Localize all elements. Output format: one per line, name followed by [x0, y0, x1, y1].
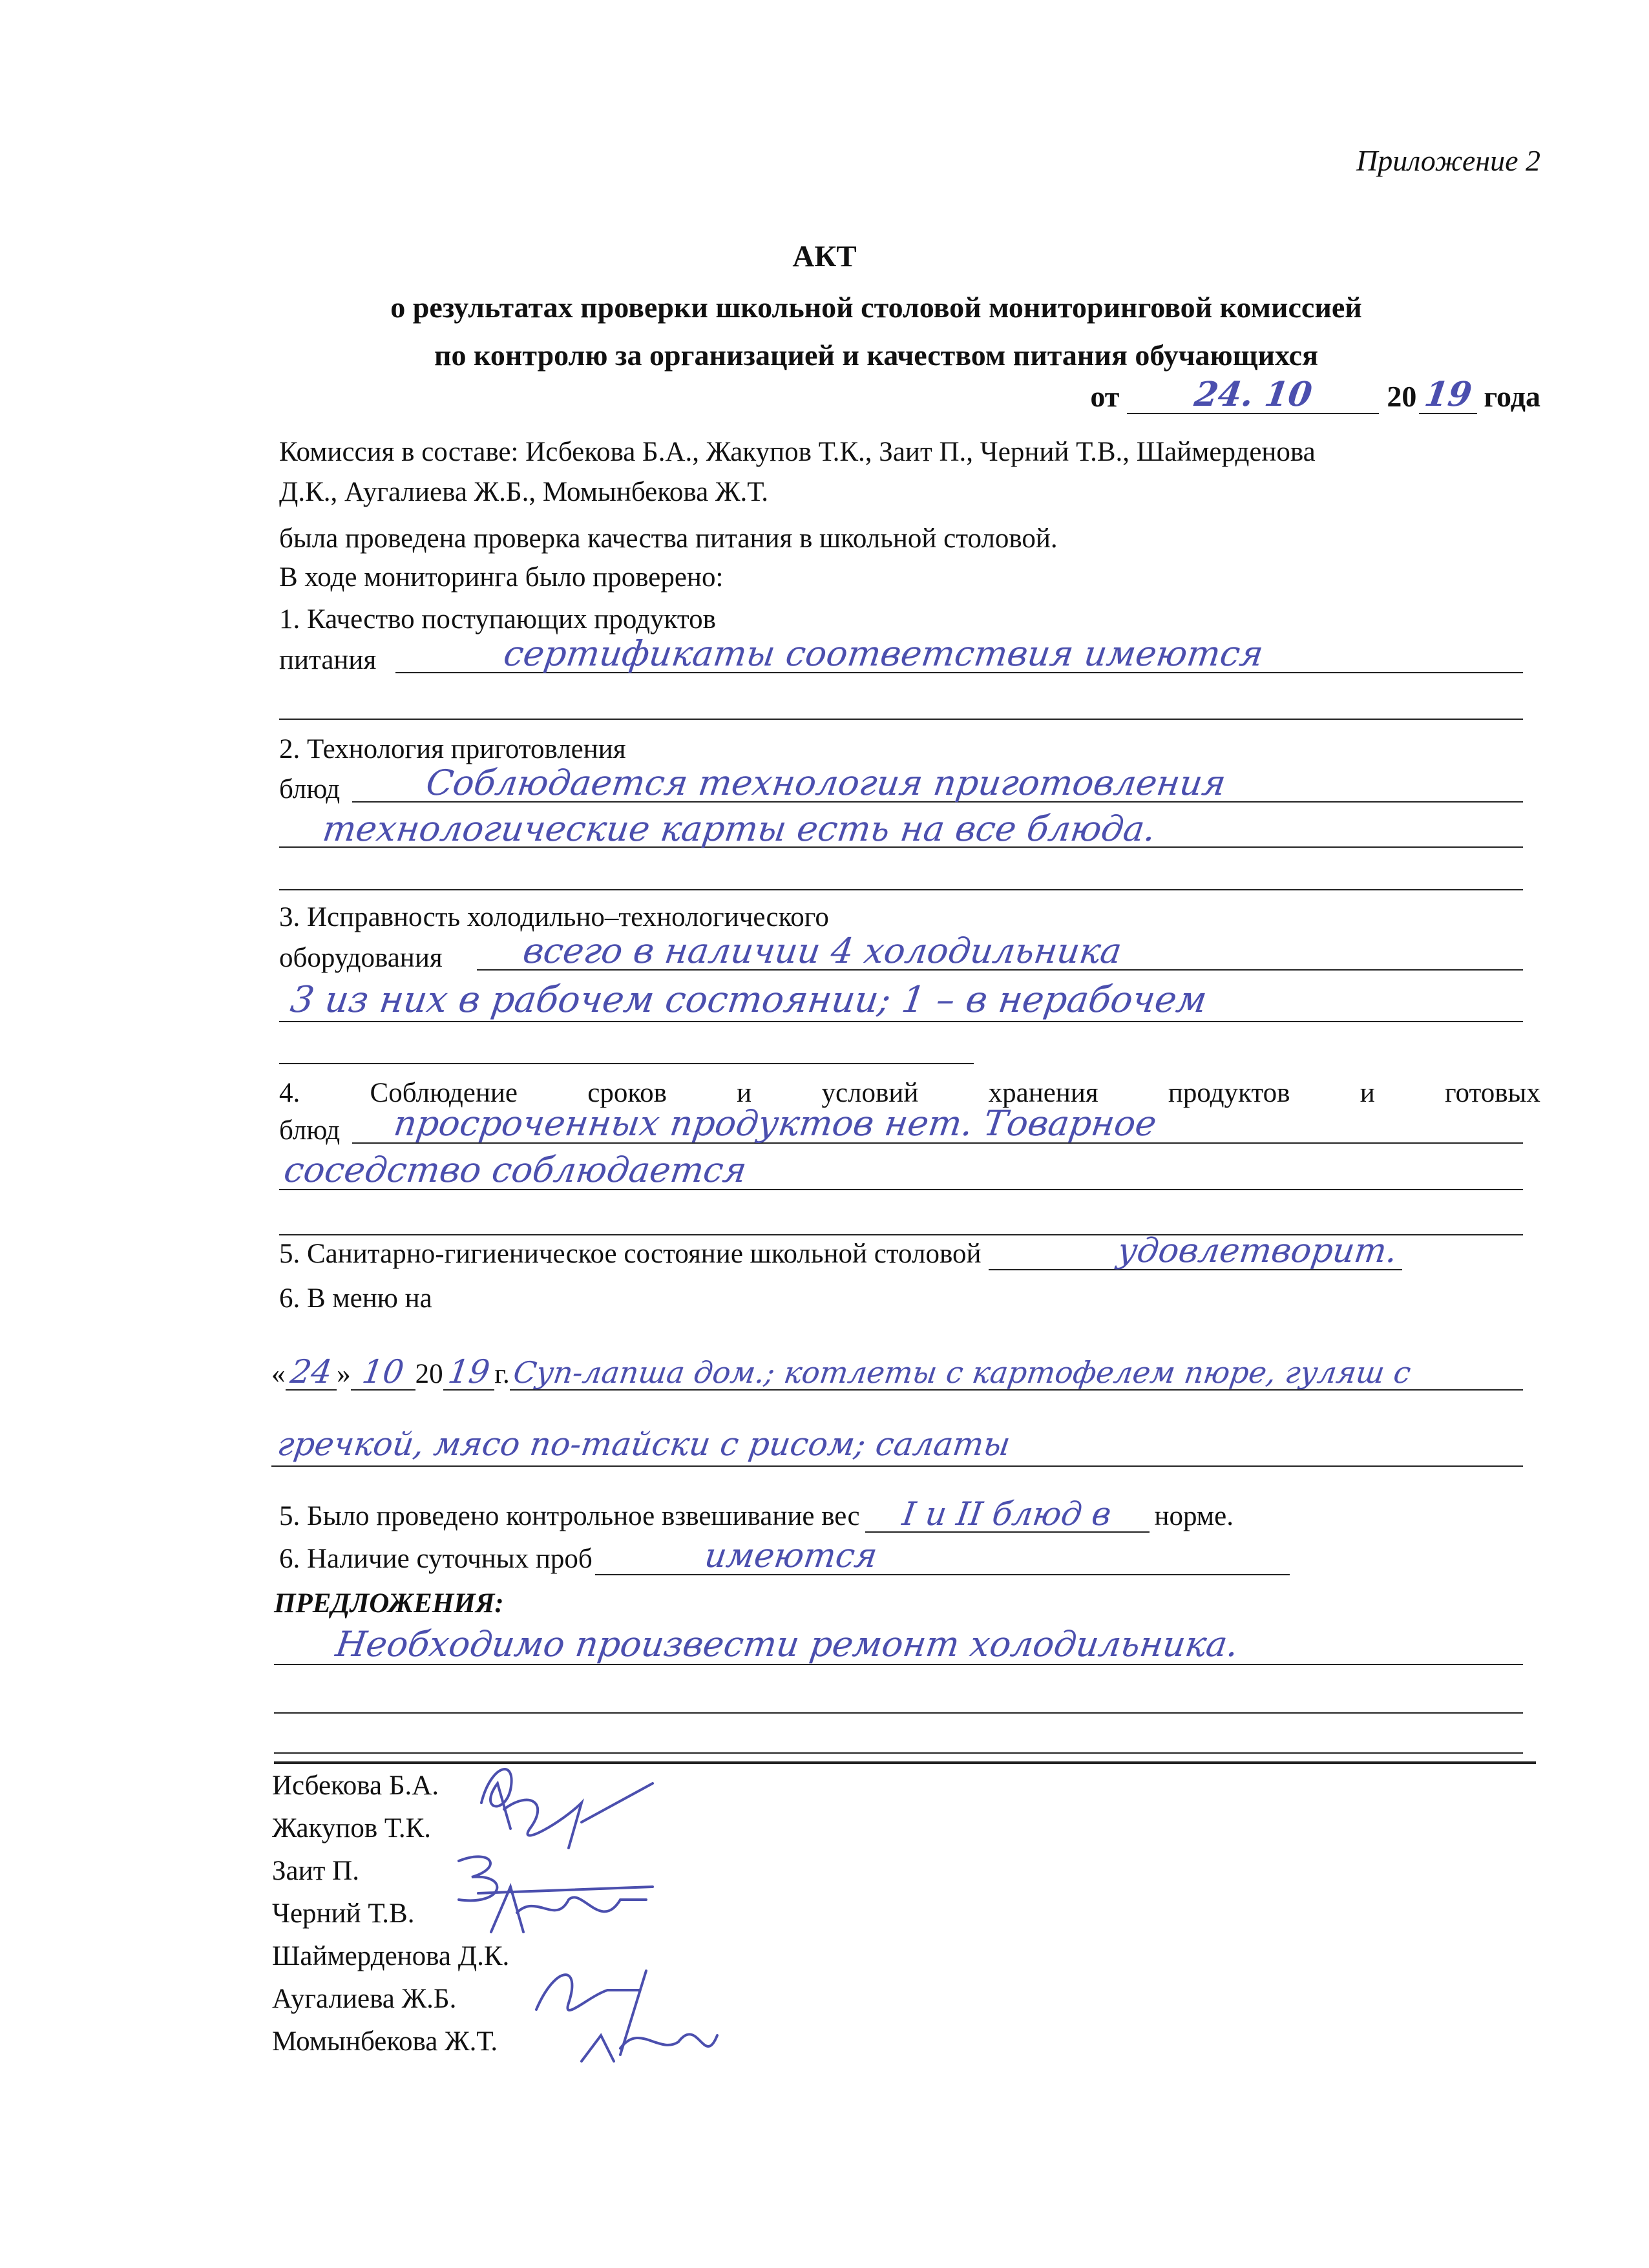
signatory-name: Шаймерденова Д.К.	[272, 1941, 510, 1971]
item2-label-2: блюд	[279, 774, 341, 804]
weigh-label: 5. Было проведено контрольное взвешивание вес	[279, 1501, 860, 1531]
signatory-name: Заит П.	[272, 1856, 359, 1886]
menu-g: г.	[494, 1359, 510, 1389]
menu-day: 24	[288, 1353, 335, 1391]
year-prefix: 20	[1387, 380, 1417, 413]
word: и	[1360, 1078, 1375, 1108]
word: хранения	[988, 1078, 1098, 1108]
item4-answer-2: соседство соблюдается	[281, 1150, 750, 1190]
weigh-suffix: норме.	[1154, 1501, 1234, 1531]
item4-answer-1: просроченных продуктов нет. Товарное	[391, 1103, 1159, 1144]
signatory-name: Жакупов Т.К.	[272, 1813, 432, 1843]
proposals-answer: Необходимо произвести ремонт холодильника.	[333, 1624, 1241, 1664]
appendix-label: Приложение 2	[1356, 144, 1540, 177]
word: продуктов	[1168, 1078, 1290, 1108]
item2-answer-2: технологические карты есть на все блюда.	[320, 808, 1159, 849]
signature-cherniy	[491, 1887, 646, 1932]
item5-label: 5. Санитарно-гигиеническое состояние школьной столовой	[279, 1239, 982, 1269]
item5-answer: удовлетворит.	[1115, 1232, 1400, 1270]
intro-line-2: Д.К., Аугалиева Ж.Б., Момынбекова Ж.Т.	[279, 477, 768, 507]
menu-year: 19	[445, 1353, 492, 1391]
word: и	[737, 1078, 752, 1108]
document-subtitle-1: о результатах проверки школьной столовой мониторинговой комиссией	[390, 291, 1362, 324]
menu-year-prefix: 20	[415, 1359, 443, 1389]
menu-date-open: «	[271, 1359, 286, 1389]
signature-isbekova	[481, 1769, 512, 1829]
item3-answer-2: 3 из них в рабочем состоянии; 1 – в нерабочем	[288, 979, 1210, 1021]
date-suffix: года	[1484, 380, 1540, 413]
signatory-name: Аугалиева Ж.Б.	[272, 1984, 457, 2014]
item2-answer-1: Соблюдается технология приготовления	[423, 762, 1229, 803]
word: сроков	[587, 1078, 667, 1108]
item6-label: 6. В меню на	[279, 1283, 432, 1314]
year-handwritten: 19	[1422, 375, 1475, 414]
signatory-name: Момынбекова Ж.Т.	[272, 2026, 498, 2057]
proposals-heading: ПРЕДЛОЖЕНИЯ:	[274, 1588, 504, 1619]
intro-line-4: В ходе мониторинга было проверено:	[279, 562, 724, 593]
signature-augalieva	[536, 1971, 646, 2055]
probes-answer: имеются	[702, 1537, 880, 1575]
menu-date-close: »	[337, 1359, 351, 1389]
item3-answer-1: всего в наличии 4 холодильника	[520, 930, 1124, 971]
word: готовых	[1444, 1078, 1540, 1108]
document-title: АКТ	[792, 240, 857, 273]
item1-label-1: 1. Качество поступающих продуктов	[279, 604, 716, 635]
signature-momynbekova	[582, 2034, 717, 2061]
word: 4.	[279, 1078, 300, 1108]
item3-label-1: 3. Исправность холодильно–технологического	[279, 902, 829, 932]
date-handwritten: 24. 10	[1192, 375, 1315, 414]
item3-label-2: оборудования	[279, 943, 443, 973]
signature-zait	[459, 1856, 653, 1900]
weigh-answer: I и II блюд в	[900, 1495, 1114, 1533]
probes-label: 6. Наличие суточных проб	[279, 1544, 593, 1574]
word: условий	[821, 1078, 919, 1108]
word: Соблюдение	[370, 1078, 518, 1108]
item2-label-1: 2. Технология приготовления	[279, 734, 626, 764]
date-prefix: от	[1090, 380, 1120, 413]
menu-answer-1: Суп-лапша дом.; котлеты с картофелем пюре, гуляш с	[511, 1355, 1413, 1390]
menu-month: 10	[359, 1353, 406, 1391]
item1-label-2: питания	[279, 645, 377, 675]
intro-line-1: Комиссия в составе: Исбекова Б.А., Жакупов Т.К., Заит П., Черний Т.В., Шаймерденова	[279, 437, 1316, 467]
signature-zhakupov	[504, 1783, 653, 1848]
intro-line-3: была проведена проверка качества питания в школьной столовой.	[279, 523, 1058, 554]
signatory-name: Исбекова Б.А.	[272, 1770, 439, 1801]
signatory-name: Черний Т.В.	[272, 1898, 415, 1929]
document-subtitle-2: по контролю за организацией и качеством питания обучающихся	[434, 339, 1318, 372]
menu-answer-2: гречкой, мясо по-тайски с рисом; салаты	[275, 1425, 1013, 1463]
item1-answer: сертификаты соответствия имеются	[501, 633, 1266, 674]
item4-label-2: блюд	[279, 1115, 341, 1146]
